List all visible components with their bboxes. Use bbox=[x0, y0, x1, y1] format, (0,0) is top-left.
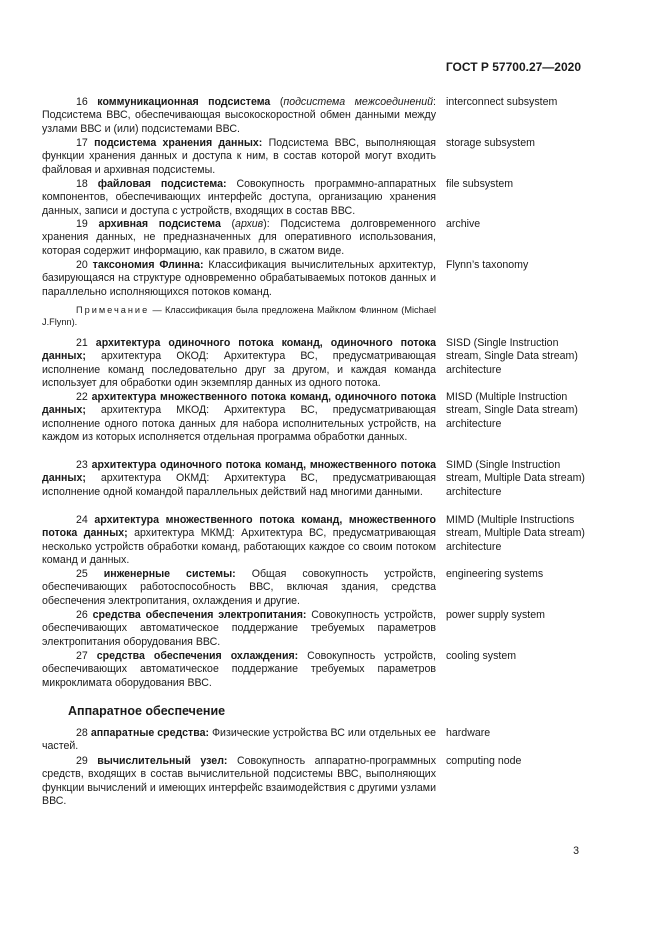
note bbox=[42, 304, 436, 328]
standard-number: ГОСТ Р 57700.27—2020 bbox=[445, 60, 581, 74]
term-entry-21: 21 архитектура одиночного потока команд, одиночного потока данных; архитектура ОКОД: Архитектура ВС, предусматривающая исполнение команд последовательно друг за другом, и каждая команда использует для обработки один экземпляр данных из одного потока. bbox=[42, 337, 436, 389]
term-name: коммуникационная подсистема bbox=[97, 96, 271, 108]
term-en-17: storage subsystem bbox=[446, 137, 535, 149]
term-en-20: Flynn’s taxonomy bbox=[446, 259, 529, 271]
term-entry-28: 28 аппаратные средства: Физические устройства ВС или отдельных ее частей. bbox=[42, 727, 436, 753]
term-en-19: archive bbox=[446, 218, 481, 230]
note-text: — Классификация была предложена Майклом Флинном (Michael J.Flynn). bbox=[42, 305, 436, 327]
note-label: Примечание bbox=[76, 305, 150, 315]
term-en-25: engineering systems bbox=[446, 568, 544, 580]
page-number: 3 bbox=[573, 845, 579, 857]
term-en-29: computing node bbox=[446, 755, 522, 767]
term-en-22: MISD (Multiple Instruction stream, Single Data stream) architecture bbox=[446, 391, 578, 430]
term-entry-16: 16 коммуникационная подсистема (подсистема межсоединений: Подсистема ВВС, обеспечивающая высокоскоростной обмен данными между узлами ВВС и (или) подсистемами ВВС. bbox=[42, 96, 436, 135]
term-entry-19: 19 архивная подсистема (архив): Подсистема долговременного хранения данных, не предназначенных для оперативного использования, которая содержит информацию, как правило, в сжатом виде. bbox=[42, 218, 436, 257]
term-en-26: power supply system bbox=[446, 609, 545, 621]
term-entry-20: 20 таксономия Флинна: Классификация вычислительных архитектур, базирующаяся на структуре одновременно обрабатываемых потоков данных и параллельно исполняющихся потоков команд. bbox=[42, 259, 436, 298]
term-en-23: SIMD (Single Instruction stream, Multiple Data stream) architecture bbox=[446, 459, 585, 498]
term-entry-23: 23 архитектура одиночного потока команд, множественного потока данных; архитектура ОКМД: Архитектура ВС, предусматривающая исполнение одной командой параллельных действий над многими данными. bbox=[42, 459, 436, 498]
term-entry-24: 24 архитектура множественного потока команд, множественного потока данных; архитектура МКМД: Архитектура ВС, предусматривающая несколько устройств обработки команд, работающих каждое со своим потоком команд и данных. bbox=[42, 514, 436, 566]
term-entry-29: 29 вычислительный узел: Совокупность аппаратно-программных средств, входящих в состав вычислительной подсистемы ВВС, выполняющих функции вычислений и имеющих интерфейс взаимодействия с другими узлами ВВС. bbox=[42, 755, 436, 807]
term-entry-22: 22 архитектура множественного потока команд, одиночного потока данных; архитектура МКОД: Архитектура ВС, предусматривающая исполнение одного потока данных для набора исполнительных устройств, на каждом из которых исполняется отдельная программа обработки данных. bbox=[42, 391, 436, 443]
section-title: Аппаратное обеспечение bbox=[68, 704, 226, 718]
term-alt: подсистема межсоединений bbox=[283, 96, 434, 108]
term-en-18: file subsystem bbox=[446, 178, 514, 190]
term-entry-25: 25 инженерные системы: Общая совокупность устройств, обеспечивающих работоспособность ВВС, включая здания, средства обеспечения электропитания, охлаждения и другие. bbox=[42, 568, 436, 607]
term-en-24: MIMD (Multiple Instructions stream, Multiple Data stream) architecture bbox=[446, 514, 585, 553]
term-entry-26: 26 средства обеспечения электропитания: Совокупность устройств, обеспечивающих автоматическое поддержание требуемых параметров электропитания оборудования ВВС. bbox=[42, 609, 436, 648]
term-en-27: cooling system bbox=[446, 650, 517, 662]
term-en-28: hardware bbox=[446, 727, 491, 739]
term-definition: : Подсистема ВВС, обеспечивающая высокоскоростной обмен данными между узлами ВВС и (или) подсистемами ВВС. bbox=[42, 96, 436, 135]
term-en-16: interconnect subsystem bbox=[446, 96, 558, 108]
term-number: 16 bbox=[76, 96, 88, 108]
term-entry-18: 18 файловая подсистема: Совокупность программно-аппаратных компонентов, обеспечивающих интерфейс доступа, организацию хранения данных, записи и доступа с устройств, входящих в состав ВВС. bbox=[42, 178, 436, 217]
term-entry-17: 17 подсистема хранения данных: Подсистема ВВС, выполняющая функции хранения данных и доступа к ним, в состав которой могут входить файловая и архивная подсистемы. bbox=[42, 137, 437, 176]
term-entry-27: 27 средства обеспечения охлаждения: Совокупность устройств, обеспечивающих автоматическое поддержание требуемых параметров микроклимата оборудования ВВС. bbox=[42, 650, 436, 689]
term-en-21: SISD (Single Instruction stream, Single Data stream) architecture bbox=[446, 337, 578, 376]
